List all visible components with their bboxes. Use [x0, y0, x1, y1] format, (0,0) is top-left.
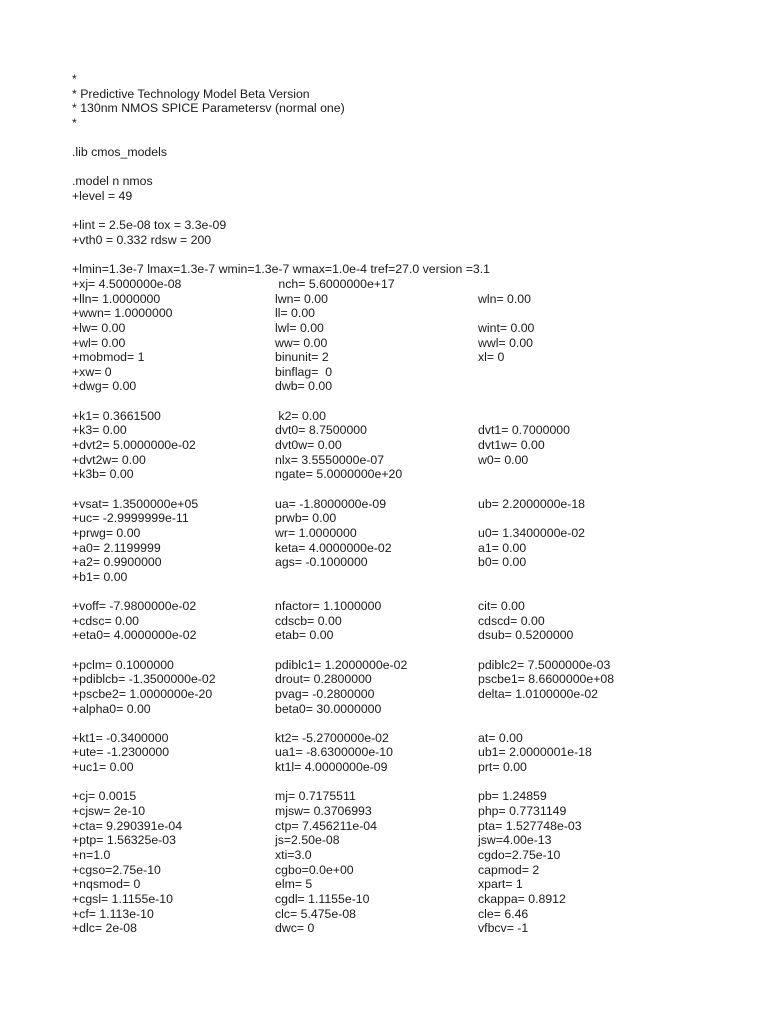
param-cell: vfbcv= -1	[478, 921, 529, 936]
param-cell: mjsw= 0.3706993	[275, 804, 372, 819]
param-cell: cgbo=0.0e+00	[275, 862, 354, 877]
param-cell: drout= 0.2800000	[275, 672, 372, 687]
param-cell: +n=1.0	[72, 847, 111, 862]
param-cell: +k3b= 0.00	[72, 467, 134, 482]
param-cell: js=2.50e-08	[275, 833, 340, 848]
param-row	[72, 467, 732, 482]
param-row	[72, 438, 732, 453]
param-row	[72, 379, 732, 394]
param-cell: ub1= 2.0000001e-18	[478, 745, 592, 760]
param-cell: b0= 0.00	[478, 555, 527, 570]
param-cell: kt2= -5.2700000e-02	[275, 730, 389, 745]
header-comment-block	[72, 72, 732, 131]
param-cell: ub= 2.2000000e-18	[478, 496, 586, 511]
param-cell: nch= 5.6000000e+17	[275, 276, 395, 291]
param-cell: dwc= 0	[275, 921, 315, 936]
param-cell: keta= 4.0000000e-02	[275, 540, 392, 555]
param-cell: +dvt2w= 0.00	[72, 452, 146, 467]
param-cell: +k1= 0.3661500	[72, 408, 161, 423]
mobility-params	[72, 497, 732, 585]
param-cell: +cgso=2.75e-10	[72, 862, 161, 877]
param-cell: wwl= 0.00	[478, 335, 534, 350]
param-cell: +dlc= 2e-08	[72, 921, 137, 936]
model-declaration: .model n nmos	[72, 174, 153, 189]
param-cell: +wwn= 1.0000000	[72, 306, 173, 321]
param-cell: xpart= 1	[478, 877, 523, 892]
param-row	[72, 921, 732, 936]
param-row	[72, 541, 732, 556]
param-cell: +voff= -7.9800000e-02	[72, 599, 197, 614]
param-cell: prt= 0.00	[478, 760, 527, 775]
parameter-groups	[72, 277, 732, 936]
param-cell: at= 0.00	[478, 730, 523, 745]
comment-line: * 130nm NMOS SPICE Parametersv (normal one)	[72, 101, 345, 116]
param-row	[72, 511, 732, 526]
basic-param-line: +lint = 2.5e-08 tox = 3.3e-09	[72, 218, 227, 233]
param-cell: dsub= 0.5200000	[478, 628, 574, 643]
param-cell: cle= 6.46	[478, 906, 529, 921]
param-row	[72, 497, 732, 512]
param-cell: pdiblc2= 7.5000000e-03	[478, 657, 611, 672]
param-cell: +pscbe2= 1.0000000e-20	[72, 686, 213, 701]
param-cell: kt1l= 4.0000000e-09	[275, 760, 388, 775]
param-cell: ngate= 5.0000000e+20	[275, 467, 403, 482]
param-cell: nfactor= 1.1000000	[275, 599, 382, 614]
param-cell: w0= 0.00	[478, 452, 529, 467]
param-cell: +vsat= 1.3500000e+05	[72, 496, 199, 511]
param-cell: prwb= 0.00	[275, 511, 337, 526]
comment-line: *	[72, 72, 77, 86]
param-cell: +cj= 0.0015	[72, 789, 137, 804]
param-row	[72, 350, 732, 365]
param-cell: dwb= 0.00	[275, 379, 333, 394]
param-row	[72, 321, 732, 336]
param-cell: +a0= 2.1199999	[72, 540, 161, 555]
param-row	[72, 365, 732, 380]
param-cell: xti=3.0	[275, 847, 312, 862]
param-row	[72, 570, 732, 585]
param-row	[72, 526, 732, 541]
param-cell: ckappa= 0.8912	[478, 891, 566, 906]
param-row	[72, 833, 732, 848]
param-cell: +ptp= 1.56325e-03	[72, 833, 176, 848]
param-cell: +mobmod= 1	[72, 350, 145, 365]
param-cell: +eta0= 4.0000000e-02	[72, 628, 197, 643]
param-cell: +xw= 0	[72, 364, 112, 379]
param-cell: pdiblc1= 1.2000000e-02	[275, 657, 408, 672]
param-cell: ww= 0.00	[275, 335, 328, 350]
param-cell: clc= 5.475e-08	[275, 906, 357, 921]
param-cell: ags= -0.1000000	[275, 555, 368, 570]
param-cell: beta0= 30.0000000	[275, 701, 382, 716]
param-cell: capmod= 2	[478, 862, 540, 877]
param-cell: +b1= 0.00	[72, 569, 128, 584]
param-row	[72, 658, 732, 673]
param-cell: +cdsc= 0.00	[72, 613, 139, 628]
capacitance-params	[72, 789, 732, 935]
param-cell: cdscd= 0.00	[478, 613, 545, 628]
param-cell: binflag= 0	[275, 364, 333, 379]
param-row	[72, 877, 732, 892]
param-cell: dvt1= 0.7000000	[478, 423, 570, 438]
param-cell: pvag= -0.2800000	[275, 686, 375, 701]
comment-line: *	[72, 115, 77, 130]
param-cell: +prwg= 0.00	[72, 525, 141, 540]
param-cell: +alpha0= 0.00	[72, 701, 151, 716]
param-row	[72, 599, 732, 614]
threshold-params	[72, 409, 732, 482]
param-row	[72, 423, 732, 438]
param-cell: cgdl= 1.1155e-10	[275, 891, 370, 906]
param-cell: +pdiblcb= -1.3500000e-02	[72, 672, 216, 687]
param-row	[72, 277, 732, 292]
param-row	[72, 672, 732, 687]
basic-param-line: +vth0 = 0.332 rdsw = 200	[72, 233, 212, 248]
param-cell: u0= 1.3400000e-02	[478, 525, 586, 540]
param-cell: wln= 0.00	[478, 291, 531, 306]
param-cell: +cgsl= 1.1155e-10	[72, 891, 173, 906]
param-cell: nlx= 3.5550000e-07	[275, 452, 385, 467]
param-cell: +k3= 0.00	[72, 423, 127, 438]
param-cell: +uc= -2.9999999e-11	[72, 511, 189, 526]
param-cell: +wl= 0.00	[72, 335, 126, 350]
param-cell: +cta= 9.290391e-04	[72, 818, 183, 833]
subthreshold-params	[72, 599, 732, 643]
param-row	[72, 745, 732, 760]
param-cell: +a2= 0.9900000	[72, 555, 162, 570]
output-resistance-params	[72, 658, 732, 717]
param-cell: ua1= -8.6300000e-10	[275, 745, 393, 760]
param-row	[72, 336, 732, 351]
param-cell: a1= 0.00	[478, 540, 527, 555]
param-row	[72, 687, 732, 702]
param-cell: ctp= 7.456211e-04	[275, 818, 377, 833]
param-row	[72, 863, 732, 878]
param-row	[72, 804, 732, 819]
geometry-limits-line: +lmin=1.3e-7 lmax=1.3e-7 wmin=1.3e-7 wmax=1.0e-4 tref=27.0 version =3.1	[72, 262, 490, 277]
param-row	[72, 409, 732, 424]
param-cell: pscbe1= 8.6600000e+08	[478, 672, 615, 687]
param-cell: jsw=4.00e-13	[478, 833, 552, 848]
model-level: +level = 49	[72, 189, 133, 204]
param-cell: pta= 1.527748e-03	[478, 818, 582, 833]
param-cell: php= 0.7731149	[478, 804, 567, 819]
param-row	[72, 892, 732, 907]
param-row	[72, 702, 732, 717]
param-cell: +cf= 1.113e-10	[72, 906, 154, 921]
param-row	[72, 731, 732, 746]
param-cell: delta= 1.0100000e-02	[478, 686, 599, 701]
param-row	[72, 819, 732, 834]
param-cell: mj= 0.7175511	[275, 789, 356, 804]
param-row	[72, 555, 732, 570]
spice-model-listing	[72, 72, 732, 936]
param-cell: k2= 0.00	[275, 408, 326, 423]
param-cell: +kt1= -0.3400000	[72, 730, 169, 745]
param-cell: lwl= 0.00	[275, 320, 324, 335]
param-cell: dvt0w= 0.00	[275, 438, 342, 453]
param-row	[72, 628, 732, 643]
param-cell: +nqsmod= 0	[72, 877, 141, 892]
param-row	[72, 848, 732, 863]
param-cell: wr= 1.0000000	[275, 525, 357, 540]
param-cell: etab= 0.00	[275, 628, 334, 643]
param-cell: +pclm= 0.1000000	[72, 657, 174, 672]
param-cell: cgdo=2.75e-10	[478, 847, 561, 862]
param-cell: lwn= 0.00	[275, 291, 328, 306]
param-cell: xl= 0	[478, 350, 505, 365]
param-cell: binunit= 2	[275, 350, 329, 365]
temperature-params	[72, 731, 732, 775]
param-row	[72, 614, 732, 629]
geometry-params	[72, 277, 732, 394]
param-cell: pb= 1.24859	[478, 789, 547, 804]
param-cell: dvt1w= 0.00	[478, 438, 545, 453]
param-cell: +xj= 4.5000000e-08	[72, 276, 182, 291]
param-cell: ll= 0.00	[275, 306, 315, 321]
comment-line: * Predictive Technology Model Beta Version	[72, 86, 310, 101]
param-cell: elm= 5	[275, 877, 313, 892]
param-cell: cit= 0.00	[478, 599, 525, 614]
param-cell: dvt0= 8.7500000	[275, 423, 367, 438]
param-row	[72, 789, 732, 804]
param-cell: +cjsw= 2e-10	[72, 804, 146, 819]
param-cell: +lw= 0.00	[72, 320, 126, 335]
param-row	[72, 453, 732, 468]
param-cell: +ute= -1.2300000	[72, 745, 170, 760]
param-cell: +uc1= 0.00	[72, 760, 134, 775]
param-row	[72, 907, 732, 922]
param-cell: cdscb= 0.00	[275, 613, 342, 628]
param-cell: ua= -1.8000000e-09	[275, 496, 387, 511]
param-row	[72, 306, 732, 321]
param-row	[72, 292, 732, 307]
param-cell: +dwg= 0.00	[72, 379, 137, 394]
param-cell: +lln= 1.0000000	[72, 291, 161, 306]
lib-line: .lib cmos_models	[72, 145, 167, 160]
param-cell: wint= 0.00	[478, 320, 535, 335]
param-cell: +dvt2= 5.0000000e-02	[72, 438, 196, 453]
param-row	[72, 760, 732, 775]
